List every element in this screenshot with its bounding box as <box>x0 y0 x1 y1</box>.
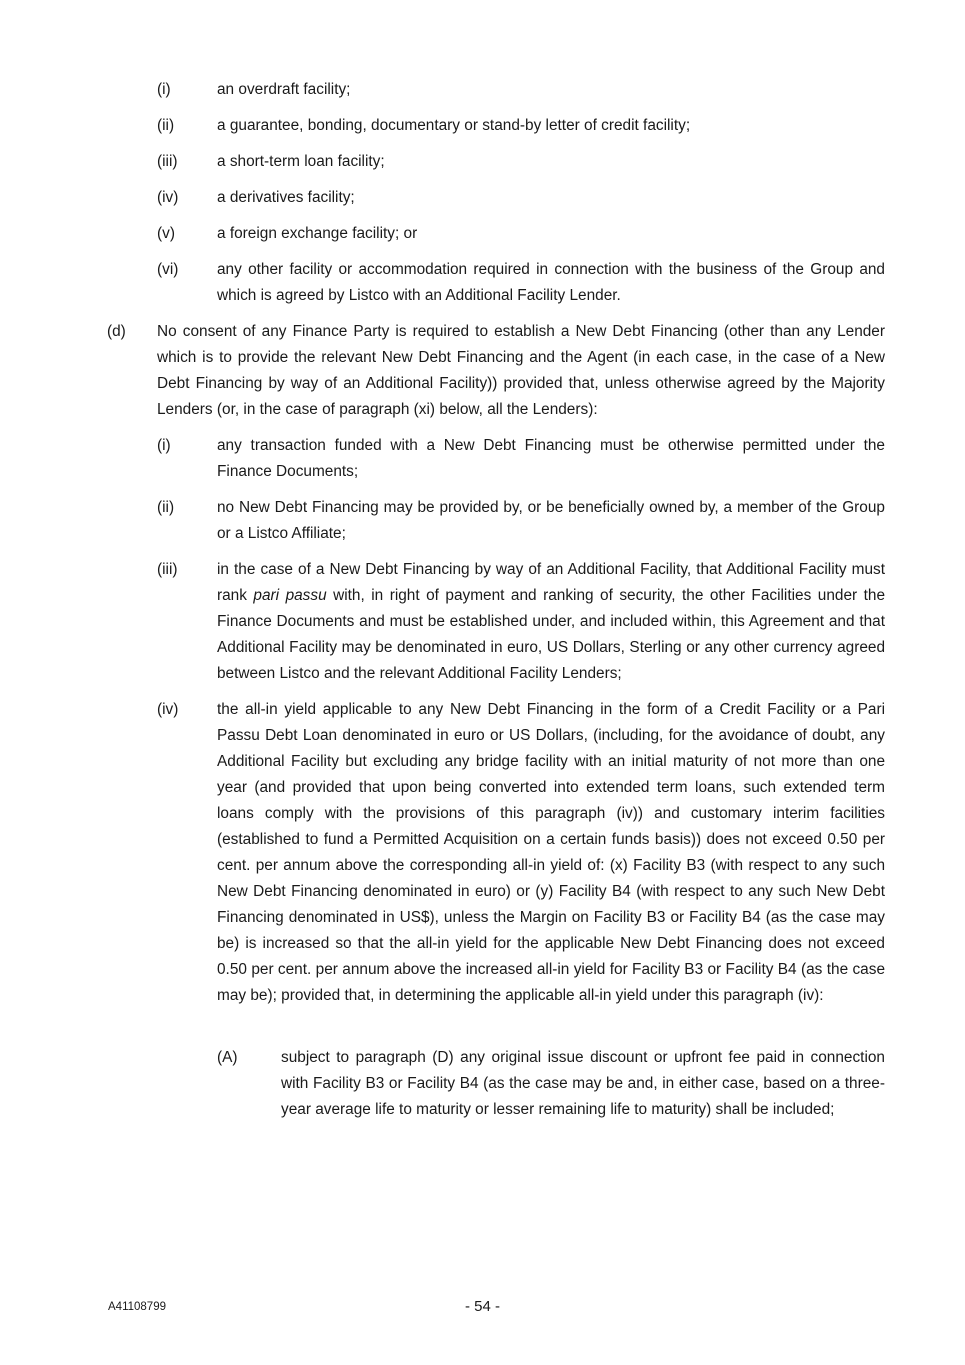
item-text: an overdraft facility; <box>217 81 351 98</box>
document-reference: A41108799 <box>108 1301 166 1313</box>
page-number: - 54 - <box>464 1298 500 1315</box>
item-text-italic: pari passu <box>253 587 327 604</box>
item-number: (iii) <box>157 153 178 170</box>
item-number: (ii) <box>157 499 175 516</box>
item-text: a short-term loan facility; <box>217 153 385 170</box>
sub-item-number: (A) <box>217 1049 238 1066</box>
item-text: a foreign exchange facility; or <box>217 225 418 242</box>
item-number: (iii) <box>157 561 178 578</box>
item-text: a guarantee, bonding, documentary or stand-by letter of credit facility; <box>217 117 691 134</box>
item-text <box>217 557 885 687</box>
item-text: any transaction funded with a New Debt Financing must be otherwise permitted under the Finance Documents; <box>217 437 885 480</box>
item-number: (ii) <box>157 117 175 134</box>
item-text-part: with, in right of payment and ranking of security, the other Facilities under the Finance Documents and must be established under, and included within, this Agreement and that Additional Facility may be denominated in euro, US Dollars, Sterling or any other currency agreed between Listco and the relevant Additional Facility Lenders; <box>217 587 885 682</box>
item-number: (i) <box>157 81 171 98</box>
item-text: a derivatives facility; <box>217 189 355 206</box>
item-number: (vi) <box>157 261 179 278</box>
item-text-part: in the case of a New Debt Financing by way of an Additional Facility, that Additional Facility must rank <box>217 561 885 604</box>
item-text: the all-in yield applicable to any New Debt Financing in the form of a Credit Facility or a Pari Passu Debt Loan denominated in euro or US Dollars, (including, for the avoidance of doubt, any Additional Facility but excluding any bridge facility with an initial maturity of not more than one year (and provided that upon being converted into extended term loans, such extended term loans comply with the provisions of this paragraph (iv)) and customary interim facilities (established to fund a Permitted Acquisition on a certain funds basis)) does not exceed 0.50 per cent. per annum above the corresponding all-in yield of: (x) Facility B3 (with respect to any such New Debt Financing denominated in euro) or (y) Facility B4 (with respect to any such New Debt Financing denominated in US$), unless the Margin on Facility B3 or Facility B4 (as the case may be) is increased so that the all-in yield for the applicable New Debt Financing does not exceed 0.50 per cent. per annum above the increased all-in yield for Facility B3 or Facility B4 (as the case may be); provided that, in determining the applicable all-in yield under this paragraph (iv): <box>217 701 885 1004</box>
paragraph-number: (d) <box>107 323 126 340</box>
item-text: any other facility or accommodation required in connection with the business of the Group and which is agreed by Listco with an Additional Facility Lender. <box>217 261 885 304</box>
item-number: (iv) <box>157 701 179 718</box>
item-number: (iv) <box>157 189 179 206</box>
item-text: no New Debt Financing may be provided by, or be beneficially owned by, a member of the Group or a Listco Affiliate; <box>217 499 885 542</box>
item-number: (i) <box>157 437 171 454</box>
sub-item-text: subject to paragraph (D) any original issue discount or upfront fee paid in connection with Facility B3 or Facility B4 (as the case may be and, in either case, based on a three-year average life to maturity or lesser remaining life to maturity) shall be included; <box>281 1049 885 1118</box>
item-number: (v) <box>157 225 175 242</box>
paragraph-text: No consent of any Finance Party is required to establish a New Debt Financing (other than any Lender which is to provide the relevant New Debt Financing and the Agent (in each case, in the case of a New Debt Financing by way of an Additional Facility)) provided that, unless otherwise agreed by the Majority Lenders (or, in the case of paragraph (xi) below, all the Lenders): <box>157 323 885 418</box>
